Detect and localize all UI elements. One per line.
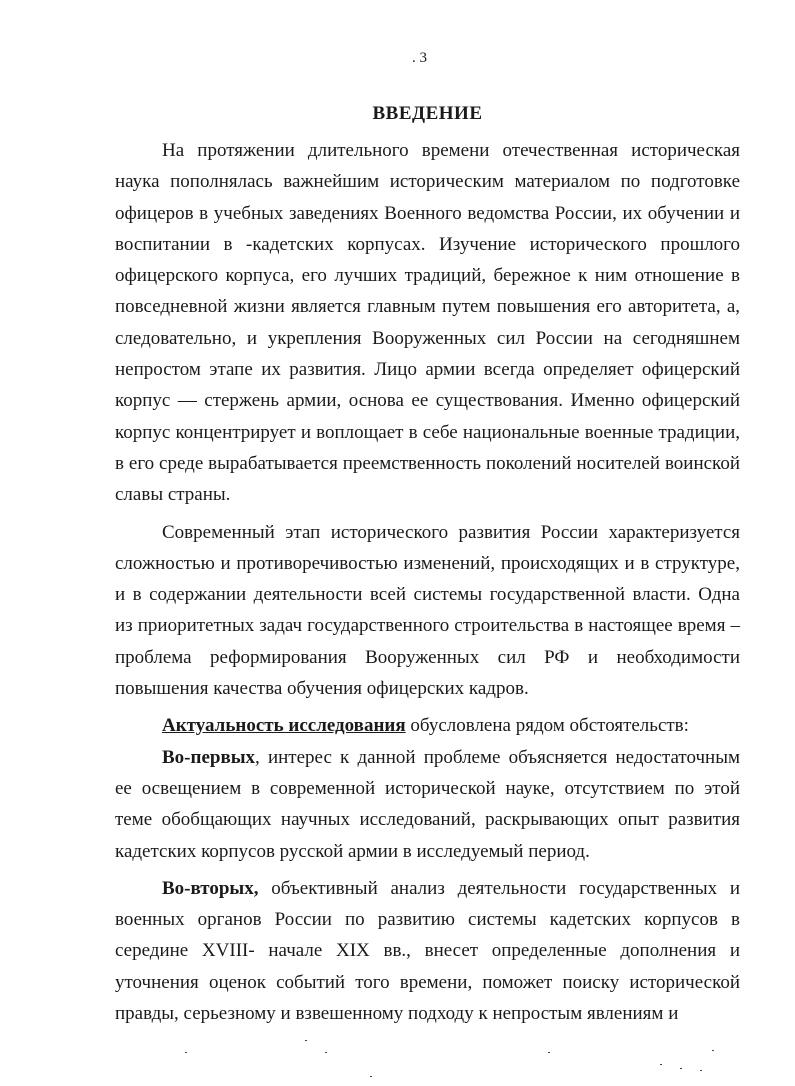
- scan-speck: [185, 1052, 187, 1053]
- scan-noise: [0, 1040, 795, 1086]
- scan-speck: [712, 1050, 714, 1051]
- paragraph-modern-stage: Современный этап исторического развития России характеризуется сложностью и противоречивостью изменений, происходящих и в структуре, и в содержании деятельности всей системы государственной власти. Одна из приоритетных задач государственного строительства в настоящее время – проблема реформирования Вооруженных сил РФ и необходимости повышения качества обучения офицерских кадров.: [115, 521, 740, 700]
- first-point-lead: Во-первых: [162, 746, 256, 768]
- scan-speck: [700, 1070, 702, 1071]
- second-point-lead: Во-вторых,: [162, 877, 259, 899]
- scan-speck: [680, 1068, 682, 1069]
- paragraph-second-point: [115, 873, 740, 1029]
- paragraph-relevance: [115, 710, 740, 741]
- page-number: . 3: [412, 50, 427, 66]
- scan-speck: [548, 1052, 550, 1053]
- paragraph-first-point: [115, 742, 740, 867]
- relevance-heading: Актуальность исследования: [162, 715, 406, 737]
- scan-speck: [660, 1064, 662, 1065]
- section-title: ВВЕДЕНИЕ: [372, 103, 483, 124]
- second-point-text: объективный анализ деятельности государственных и военных органов России по развитию системы кадетских корпусов в середине XVIII- начале XIX вв., внесет определенные дополнения и уточнения оценок событий того времени, поможет поиску исторической правды, серьезному и взвешенному подходу к непростым явлениям и: [115, 877, 740, 1025]
- paragraph-intro: На протяжении длительного времени отечественная историческая наука пополнялась важнейшим историческим материалом по подготовке офицеров в учебных заведениях Военного ведомства России, их обучении и воспитании в -кадетских корпусах. Изучение исторического прошлого офицерского корпуса, его лучших традиций, бережное к ним отношение в повседневной жизни является главным путем повышения его авторитета, а, следовательно, и укрепления Вооруженных сил России на сегодняшнем непростом этапе их развития. Лицо армии всегда определяет офицерский корпус — стержень армии, основа ее существования. Именно офицерский корпус концентрирует и воплощает в себе национальные военные традиции, в его среде вырабатывается преемственность поколений носителей воинской славы страны.: [115, 140, 740, 506]
- first-point-text: , интерес к данной проблеме объясняется недостаточным ее освещением в современной исторической науке, отсутствием по этой теме обобщающих научных исследований, раскрывающих опыт развития кадетских корпусов русской армии в исследуемый период.: [115, 746, 740, 862]
- scan-speck: [325, 1052, 327, 1053]
- scan-speck: [305, 1040, 307, 1041]
- scan-speck: [370, 1076, 372, 1077]
- relevance-text: обусловлена рядом обстоятельств:: [405, 715, 689, 737]
- document-body: [115, 103, 740, 1029]
